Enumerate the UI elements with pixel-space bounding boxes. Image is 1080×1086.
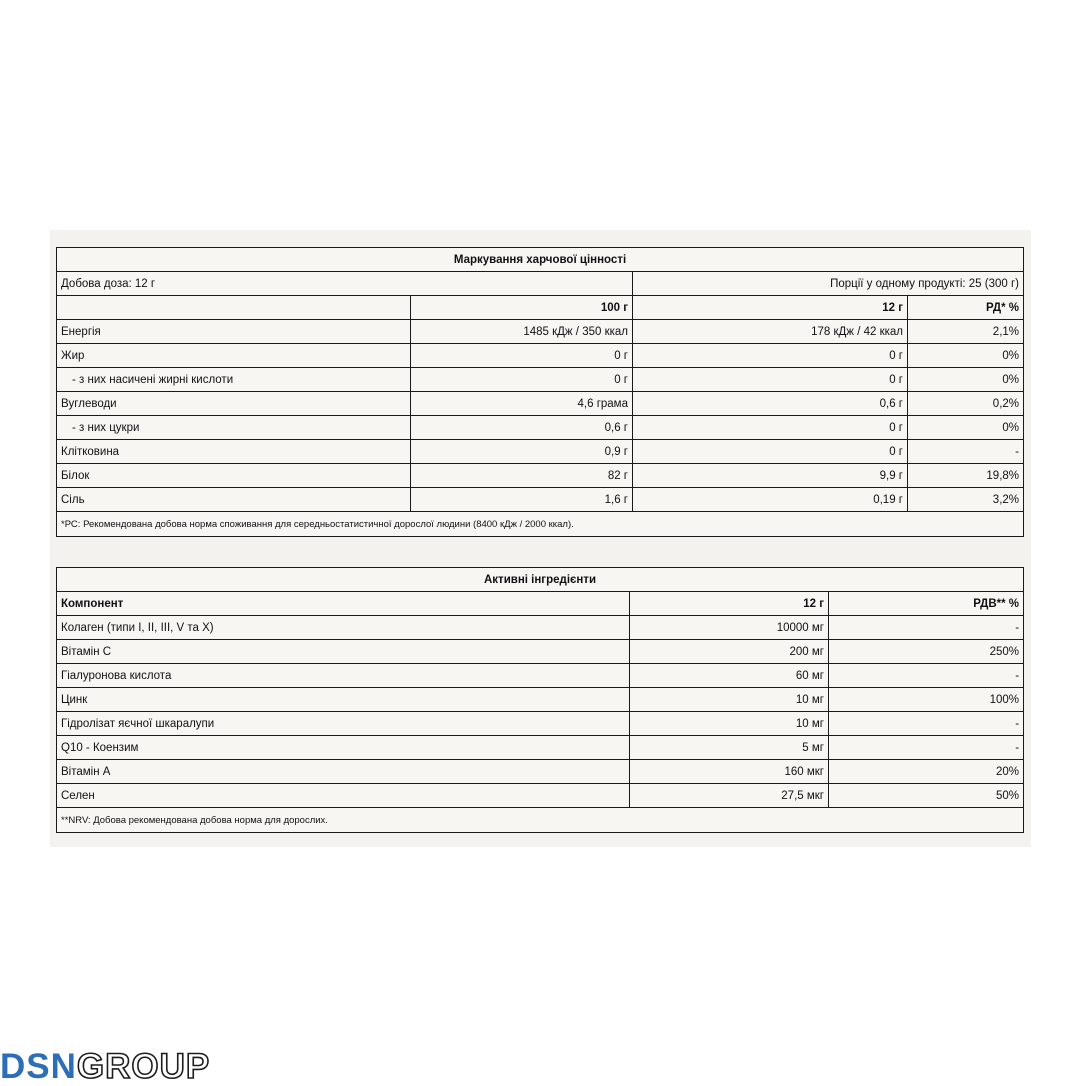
table-row [57, 368, 1024, 392]
value-rd-percent: 3,2% [908, 488, 1024, 512]
value-rd-percent: 0% [908, 344, 1024, 368]
ingredient-name: Гіалуронова кислота [57, 664, 630, 688]
dsn-group-logo [0, 1046, 211, 1086]
ingredient-name: Q10 - Коензим [57, 736, 630, 760]
ingredient-rdv: - [829, 664, 1024, 688]
value-rd-percent: 0% [908, 368, 1024, 392]
logo-group: GROUP [76, 1046, 211, 1086]
column-header-per-12g: 12 г [633, 296, 908, 320]
nutrient-name: Білок [57, 464, 411, 488]
value-rd-percent: 0% [908, 416, 1024, 440]
portions-per-product: Порції у одному продукті: 25 (300 г) [633, 272, 1024, 296]
value-per-100g: 0,6 г [411, 416, 633, 440]
ingredient-rdv: - [829, 616, 1024, 640]
ingredient-rdv: 50% [829, 784, 1024, 808]
ingredient-rdv: 100% [829, 688, 1024, 712]
table-row [57, 688, 1024, 712]
nutrient-name: Сіль [57, 488, 411, 512]
ingredient-name: Цинк [57, 688, 630, 712]
nutrient-name: Клітковина [57, 440, 411, 464]
active-title: Активні інгредієнти [57, 568, 1024, 592]
ingredient-rdv: - [829, 736, 1024, 760]
ingredient-name: Гідролізат яєчної шкаралупи [57, 712, 630, 736]
ingredient-amount: 60 мг [630, 664, 829, 688]
table-row [57, 712, 1024, 736]
value-per-12g: 9,9 г [633, 464, 908, 488]
logo-dsn: DSN [0, 1046, 77, 1086]
nutrition-footnote: *РС: Рекомендована добова норма споживання для середньостатистичної дорослої людини (8400 кДж / 2000 ккал). [57, 512, 1024, 537]
table-row [57, 736, 1024, 760]
value-per-100g: 0 г [411, 344, 633, 368]
nutrition-table [56, 247, 1024, 537]
value-per-100g: 0 г [411, 368, 633, 392]
ingredient-amount: 27,5 мкг [630, 784, 829, 808]
ingredient-amount: 10 мг [630, 712, 829, 736]
value-per-12g: 0,19 г [633, 488, 908, 512]
table-row [57, 760, 1024, 784]
ingredient-name: Колаген (типи I, II, III, V та X) [57, 616, 630, 640]
value-per-12g: 0 г [633, 440, 908, 464]
tables-panel [50, 230, 1031, 847]
ingredient-amount: 10 мг [630, 688, 829, 712]
column-header-component: Компонент [57, 592, 630, 616]
value-per-12g: 0 г [633, 344, 908, 368]
ingredient-rdv: 20% [829, 760, 1024, 784]
daily-dose: Добова доза: 12 г [57, 272, 633, 296]
header-empty-cell [57, 296, 411, 320]
table-row [57, 320, 1024, 344]
nutrient-name: Енергія [57, 320, 411, 344]
value-rd-percent: - [908, 440, 1024, 464]
ingredient-amount: 5 мг [630, 736, 829, 760]
value-rd-percent: 2,1% [908, 320, 1024, 344]
active-footnote: **NRV: Добова рекомендована добова норма для дорослих. [57, 808, 1024, 833]
nutrient-name: - з них цукри [57, 416, 411, 440]
value-per-12g: 0 г [633, 416, 908, 440]
table-row [57, 664, 1024, 688]
value-per-12g: 178 кДж / 42 ккал [633, 320, 908, 344]
table-row [57, 616, 1024, 640]
ingredient-name: Селен [57, 784, 630, 808]
value-per-100g: 0,9 г [411, 440, 633, 464]
value-per-100g: 1,6 г [411, 488, 633, 512]
table-row [57, 392, 1024, 416]
ingredient-amount: 160 мкг [630, 760, 829, 784]
table-row [57, 640, 1024, 664]
value-per-100g: 4,6 грама [411, 392, 633, 416]
nutrient-name: Жир [57, 344, 411, 368]
table-row [57, 344, 1024, 368]
table-row [57, 784, 1024, 808]
table-row [57, 488, 1024, 512]
value-rd-percent: 0,2% [908, 392, 1024, 416]
table-row [57, 440, 1024, 464]
ingredient-rdv: - [829, 712, 1024, 736]
ingredient-amount: 200 мг [630, 640, 829, 664]
nutrient-name: Вуглеводи [57, 392, 411, 416]
column-header-per-100g: 100 г [411, 296, 633, 320]
column-header-rd: РД* % [908, 296, 1024, 320]
value-per-12g: 0,6 г [633, 392, 908, 416]
table-row [57, 464, 1024, 488]
ingredient-rdv: 250% [829, 640, 1024, 664]
nutrient-name: - з них насичені жирні кислоти [57, 368, 411, 392]
nutrition-title: Маркування харчової цінності [57, 248, 1024, 272]
value-rd-percent: 19,8% [908, 464, 1024, 488]
column-header-rdv: РДВ** % [829, 592, 1024, 616]
ingredient-amount: 10000 мг [630, 616, 829, 640]
active-ingredients-table [56, 567, 1024, 833]
table-row [57, 416, 1024, 440]
value-per-100g: 82 г [411, 464, 633, 488]
value-per-12g: 0 г [633, 368, 908, 392]
column-header-amount: 12 г [630, 592, 829, 616]
ingredient-name: Вітамін С [57, 640, 630, 664]
ingredient-name: Вітамін А [57, 760, 630, 784]
value-per-100g: 1485 кДж / 350 ккал [411, 320, 633, 344]
